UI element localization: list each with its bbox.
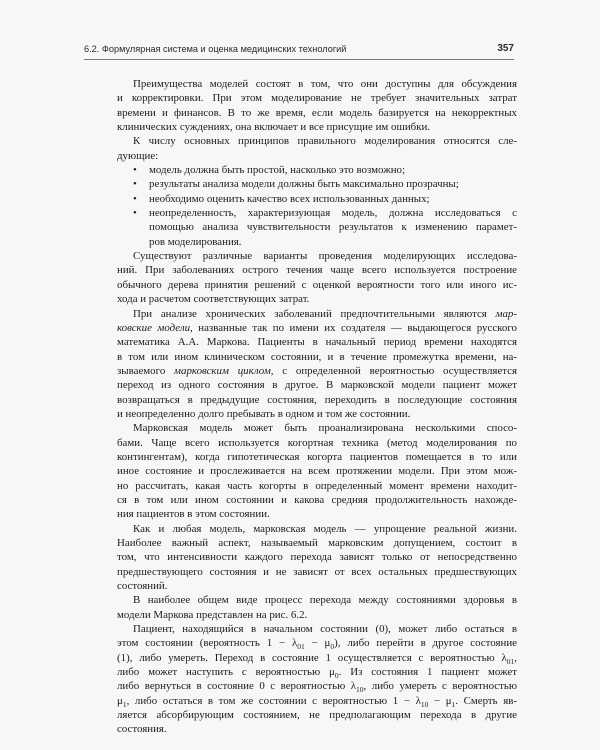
text-line: модели Маркова представлен на рис. 6.2. (117, 608, 308, 621)
page-number: 357 (497, 43, 514, 54)
text-line: (1), либо умереть. Переход в состояние 1 осуществляется с вероятностью $\lambda_{01}$, (117, 651, 517, 666)
text-line: переход из одного состояния в другое. В марковской модели пациент может (117, 379, 517, 392)
text-line: иное состояние и прослеживается на всем протяжении модели. При этом мож- (117, 465, 517, 478)
text-line: предшествующего состояния и не зависят от всех остальных предшествующих (117, 565, 517, 578)
running-header (84, 44, 514, 58)
text-line: зываемого марковским циклом, с определенной вероятностью осуществляется (117, 364, 517, 377)
header-rule (84, 59, 514, 60)
text-line: дующие: (117, 149, 159, 162)
running-title: 6.2. Формулярная система и оценка медицинских технологий (84, 44, 347, 54)
bullet-icon: • (133, 164, 137, 177)
text-line: помощью анализа чувствительности результатов к изменению парамет- (149, 221, 517, 234)
text-line: ковские модели, названные так по имени их создателя — выдающегося русского (117, 321, 517, 334)
text-line: необходимо оценить качество всех использованных данных; • (133, 192, 430, 205)
text-line: этом состоянии (вероятность $1 - \lambda_{01} - \mu_0$), либо перейти в другое состояние (117, 637, 517, 652)
text-line: хода и расчетом соответствующих затрат. (117, 293, 310, 306)
text-line: ся в том или ином состоянии и какова средняя продолжительность нахожде- (117, 493, 517, 506)
text-line: либо вернуться в состояние 0 с вероятностью $\lambda_{10}$, либо умереть с вероятностью (117, 680, 517, 695)
text-line: модель должна быть простой, насколько это возможно; • (133, 164, 406, 177)
text-line: Пациент, находящийся в начальном состоянии (0), может либо остаться в (133, 623, 517, 636)
bullet-icon: • (133, 178, 137, 191)
text-line: контингентам), когда гипотетическая когорта пациентов помещается в то или (117, 450, 517, 463)
text-line: состояния. (117, 723, 167, 736)
text-line: клинических суждениях, она включает и все присущие им ошибки. (117, 121, 431, 134)
text-line: ний. При заболеваниях острого течения чаще всего используется построение (117, 264, 517, 277)
text-line: в том или ином клиническом состоянии, и в течение промежутка времени, на- (117, 350, 517, 363)
text-line: состояний. (117, 580, 168, 593)
text-line: При анализе хронических заболеваний предпочтительными являются мар- (133, 307, 517, 320)
text-line: возвращаться в предыдущие состояния, переходить в последующие состояния (117, 393, 517, 406)
text-line: К числу основных принципов правильного моделирования относятся сле- (133, 135, 517, 148)
text-line: обычного дерева принятия решений с оценкой вероятности того или иного ис- (117, 278, 517, 291)
text-line: но рассчитать, какая часть когорты в определенный момент времени находит- (117, 479, 517, 492)
text-line: Существуют различные варианты проведения моделирующих исследова- (133, 250, 517, 263)
text-line: Наиболее важный аспект, называемый марковским допущением, состоит в (117, 537, 517, 549)
text-line: ров моделирования. (149, 235, 242, 248)
text-line: математика А.А. Маркова. Пациенты в начальный период времени находятся (117, 336, 517, 349)
text-line: ния пациентов в этом состоянии. (117, 508, 270, 521)
text-line: и корректировки. При этом моделирование не требует значительных затрат (117, 92, 517, 105)
text-line: том, что интенсивности каждого перехода зависят только от непосредственно (117, 551, 517, 564)
text-line: $\mu_1$, либо остаться в том же состоянии с вероятностью $1 - \lambda_{10} - \mu_1$. Смерть яв- (117, 694, 517, 709)
text-line: Марковская модель может быть проанализирована несколькими спосо- (133, 422, 517, 435)
text-line: Преимущества моделей состоят в том, что они доступны для обсуждения (133, 78, 517, 90)
text-line: времени и финансов. В то же время, если модель базируется на некорректных (117, 106, 517, 119)
body-text (117, 77, 517, 737)
text-line: В наиболее общем виде процесс перехода между состояниями здоровья в (133, 594, 517, 607)
text-line: ляется абсорбирующим состоянием, не предполагающим перехода в другие (117, 709, 517, 722)
text-line: бами. Чаще всего используется когортная техника (метод моделирования по (117, 436, 517, 449)
text-line: результаты анализа модели должны быть максимально прозрачны; • (133, 178, 459, 191)
text-line: и неопределенно долго пребывать в одном и том же состоянии. (117, 407, 411, 420)
bullet-icon: • (133, 192, 137, 205)
bullet-icon: • (133, 207, 137, 220)
text-line: неопределенность, характеризующая модель, должна исследоваться с • (133, 207, 517, 220)
text-line: Как и любая модель, марковская модель — упрощение реальной жизни. (133, 522, 517, 535)
text-line: либо может наступить с вероятностью $\mu_0$. Из состояния 1 пациент может (117, 666, 518, 681)
